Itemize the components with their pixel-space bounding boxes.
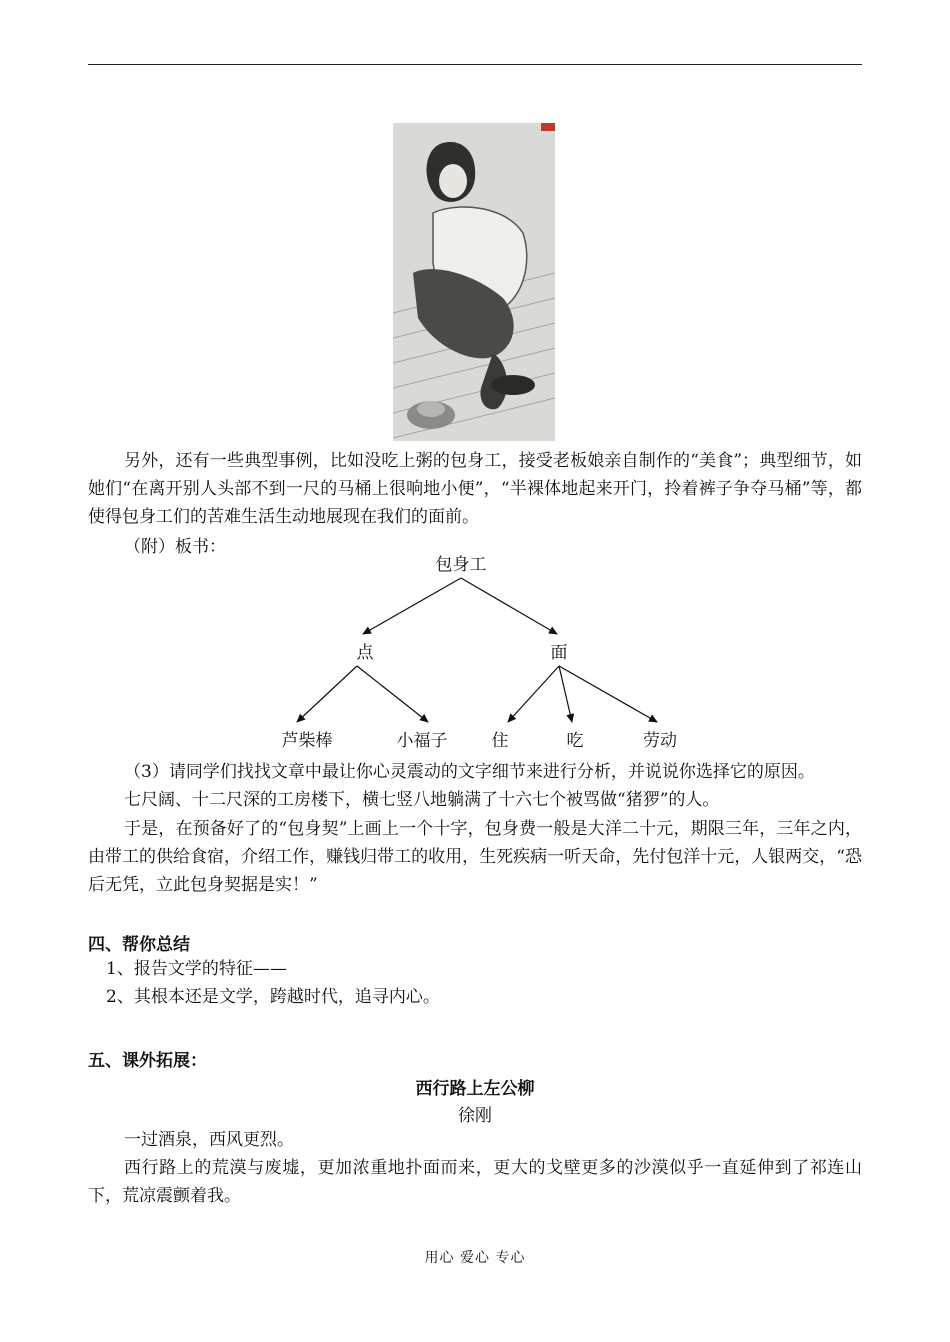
article-paragraph-2: 西行路上的荒漠与废墟，更加浓重地扑面而来，更大的戈壁更多的沙漠似乎一直延伸到了祁连山下，荒凉震颤着我。 [88,1158,862,1206]
arrow-mian-laodong [559,666,657,722]
section-4-heading: 四、帮你总结 [88,935,190,955]
section-5-heading: 五、课外拓展： [88,1051,207,1071]
paragraph-board-notes-label: （附）板书： [124,537,226,557]
summary-item-1: 1、报告文学的特征—— [106,959,287,979]
diagram-leaf-laodong: 劳动 [643,731,677,751]
diagram-root-label: 包身工 [435,555,487,575]
header-rule [88,64,862,65]
paragraph-quote-1: 七尺阔、十二尺深的工房楼下，横七竖八地躺满了十六七个被骂做“猪猡”的人。 [124,790,720,810]
illustration-image [393,123,555,441]
arrow-dian-xiaofuzi [357,666,428,722]
diagram-leaf-zhu: 住 [491,731,509,751]
paragraph-typical-examples: 另外，还有一些典型事例，比如没吃上粥的包身工，接受老板娘亲自制作的“美食”；典型细节，如她们“在离开别人头部不到一尺的马桶上很响地小便”，“半裸体地起来开门，拎着裤子争夺马桶”等，都使得包身工们的苦难生活生动地展现在我们的面前。 [88,451,862,527]
paragraph-quote-2: 于是，在预备好了的“包身契”上画上一个十字，包身费一般是大洋二十元，期限三年，三年之内，由带工的供给食宿，介绍工作，赚钱归带工的收用，生死疾病一听天命，先付包洋十元，人银两交，“恐后无凭，立此包身契据是实！” [88,819,862,895]
diagram-leaf-chi: 吃 [566,731,584,751]
arrow-dian-lucaibang [297,666,357,722]
arrow-root-right [461,578,557,634]
arrow-mian-chi [559,666,572,722]
diagram-leaf-xiaofuzi: 小福子 [396,731,448,751]
diagram-node-dian: 点 [356,643,374,663]
article-author: 徐刚 [458,1106,492,1126]
diagram-node-mian: 面 [550,643,568,663]
paragraph-question-3: （3）请同学们找找文章中最让你心灵震动的文字细节来进行分析，并说说你选择它的原因。 [124,762,815,782]
diagram-leaf-lucaibang: 芦柴棒 [281,731,333,751]
article-paragraph-1: 一过酒泉，西风更烈。 [124,1130,294,1150]
page-footer: 用心 爱心 专心 [424,1250,526,1266]
arrow-mian-zhu [508,666,559,722]
article-title: 西行路上左公柳 [415,1079,535,1099]
board-notes-diagram [270,548,700,758]
arrow-root-left [363,578,461,634]
summary-item-2: 2、其根本还是文学，跨越时代，追寻内心。 [106,987,440,1007]
